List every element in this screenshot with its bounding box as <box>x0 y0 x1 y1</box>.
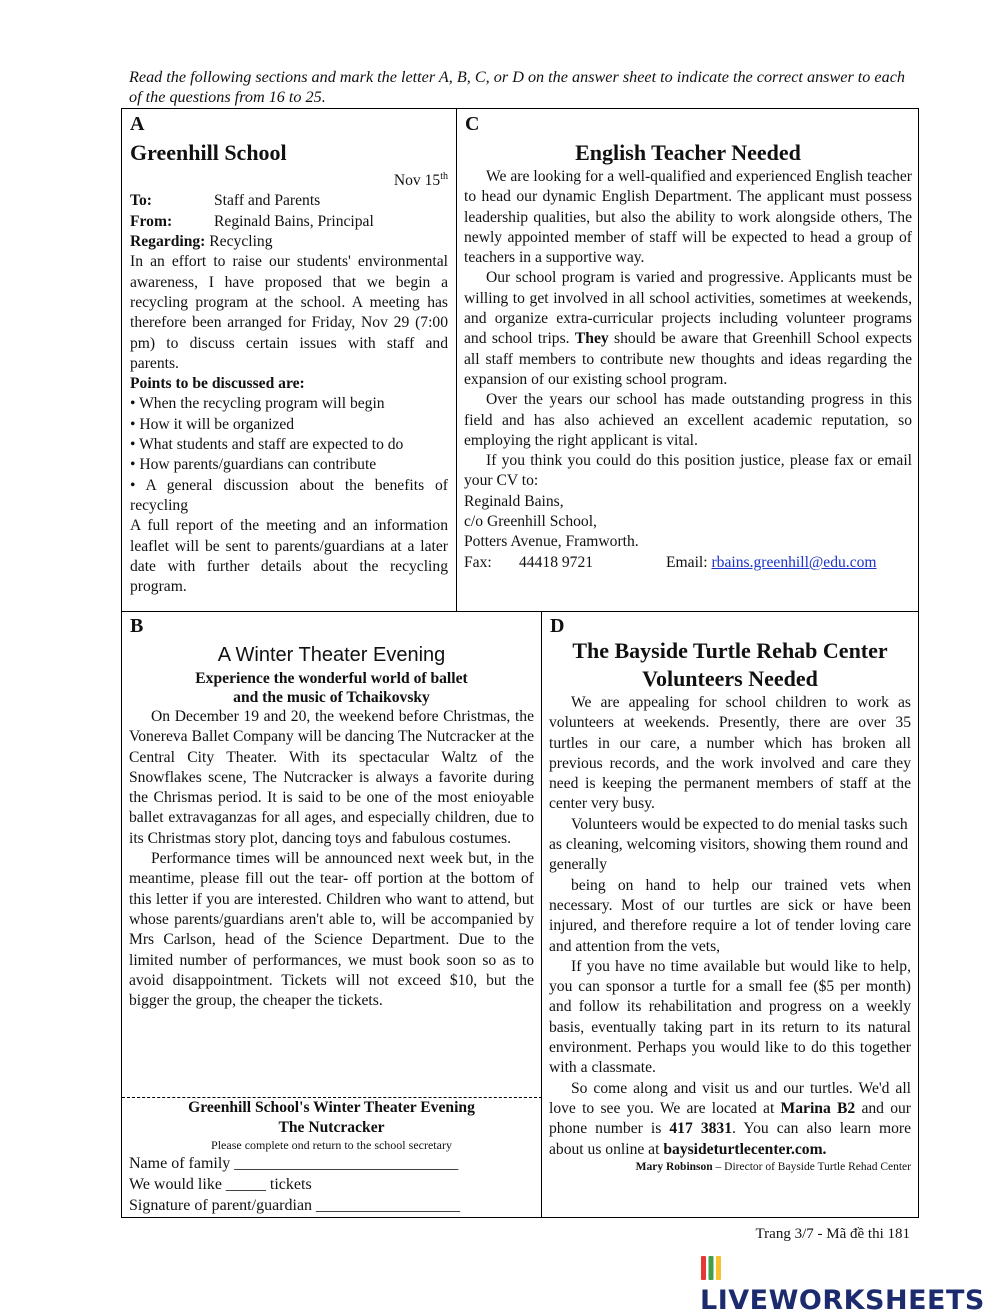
memo-from: From: Reginald Bains, Principal <box>130 212 374 230</box>
slip-note: Please complete ond return to the school secretary <box>211 1138 452 1152</box>
liveworksheets-logo-icon <box>700 1255 722 1281</box>
brand-logo: LIVEWORKSHEETS <box>700 1254 1000 1316</box>
section-a-body: In an effort to raise our students' environmental awareness, I have proposed that we begin a recycling program at the school. A meeting has therefore been arranged for Friday, Nov 29 (7:00 pm) to discuss certain issues with staff and parents. <box>130 253 448 372</box>
address-line: c/o Greenhill School, <box>464 513 597 531</box>
signature-field[interactable]: Signature of parent/guardian __________________ <box>129 1197 461 1214</box>
phone-number: 417 3831 <box>669 1120 733 1138</box>
section-d-subtitle: Volunteers Needed <box>642 666 818 691</box>
tear-off-slip <box>129 1098 534 1216</box>
section-d <box>541 611 919 1218</box>
fax-number: 44418 9721 <box>519 553 594 571</box>
page-footer: Trang 3/7 - Mã đề thi 181 <box>755 1226 910 1242</box>
point-item: • A general discussion about the benefits of recycling <box>130 476 448 514</box>
section-c-p4: If you think you could do this position justice, please fax or email your CV to: <box>464 452 912 490</box>
section-c-p2: Our school program is varied and progressive. Applicants must be willing to get involved in all school activities, sometimes at weekends, and organize extra-curricular projects including volunteer programs and school trips. They should be aware that Greenhill School expects all staff members to contribute new thoughts and ideas regarding the expansion of our existing school program. <box>464 269 912 388</box>
email-link[interactable]: rbains.greenhill@edu.com <box>711 553 877 571</box>
email-label: Email: <box>666 553 708 571</box>
section-c-letter: C <box>465 113 480 135</box>
section-d-p5: So come along and visit us and our turtles. We'd all love to see you. We are located at Marina B2 and our phone number is 417 3831. You can also learn more about us online at baysideturtlecenter.com. <box>549 1079 911 1158</box>
points-heading: Points to be discussed are: <box>130 375 305 393</box>
section-b-letter: B <box>130 615 144 637</box>
memo-to: To: Staff and Parents <box>130 192 321 210</box>
section-d-p4: If you have no time available but would like to help, you can sponsor a turtle for a small fee ($5 per month) and follow its rehabilitation and progress on a weekly basis, eventually taking part in its return to its natural environment. Perhaps you would like to do this together with a classmate. <box>549 957 911 1077</box>
section-b-subtitle: Experience the wonderful world of ballet <box>195 670 468 687</box>
point-item: • When the recycling program will begin <box>130 395 385 413</box>
section-c-title: English Teacher Needed <box>575 140 801 165</box>
slip-title: Greenhill School's Winter Theater Evening <box>188 1099 475 1116</box>
address-line: Potters Avenue, Framworth. <box>464 533 639 551</box>
fax-label: Fax: <box>464 553 492 571</box>
point-item: • How parents/guardians can contribute <box>130 456 377 474</box>
section-a-letter: A <box>130 113 145 135</box>
point-item: • What students and staff are expected to do <box>130 436 404 454</box>
section-d-title: The Bayside Turtle Rehab Center <box>572 638 888 663</box>
location: Marina B2 <box>780 1099 856 1117</box>
slip-subtitle: The Nutcracker <box>278 1119 385 1136</box>
section-b-p1: On December 19 and 20, the weekend before Christmas, the Vonereva Ballet Company will be dancing The Nutcracker at the Central City Theater. With its spectacular Waltz of the Snowflakes scene, The Nutcracker is always a favorite during the Chrismas period. It is said to be one of the most enioyable ballet extravaganzas for all ages, and especially children, due to its Christmas story plot, dancing toys and fabulous costumes. <box>129 708 534 847</box>
section-c <box>456 108 919 612</box>
signature: Mary Robinson – Director of Bayside Turtle Rehad Center <box>635 1160 911 1173</box>
section-d-letter: D <box>550 615 565 637</box>
family-name-field[interactable]: Name of family ____________________________ <box>129 1155 459 1172</box>
section-b <box>121 611 541 1218</box>
instructions: Read the following sections and mark the letter A, B, C, or D on the answer sheet to indicate the correct answer to each of the questions from 16 to 25. <box>129 68 905 106</box>
section-c-p1: We are looking for a well-qualified and experienced English teacher to head our dynamic English Department. The applicant must possess leadership qualities, but also the ability to work alongside others, The newly appointed member of staff will be expected to head a group of teachers in a supportive way. <box>464 168 912 267</box>
address-line: Reginald Bains, <box>464 492 564 510</box>
contact-line <box>464 553 912 573</box>
section-d-p2: Volunteers would be expected to do menial tasks such as cleaning, welcoming visitors, showing them round and generally <box>549 815 909 874</box>
section-a-date: Nov 15th <box>393 171 448 190</box>
section-a-closing: A full report of the meeting and an information leaflet will be sent to parents/guardians at a later date with further details about the recycling program. <box>130 517 448 596</box>
section-b-title: A Winter Theater Evening <box>217 644 446 666</box>
website: baysideturtlecenter.com. <box>663 1140 827 1158</box>
section-b-p2: Performance times will be announced next week but, in the meantime, please fill out the tear- off portion at the bottom of this letter if you are interested. Children who want to attend, but whose parents/guardians aren't able to, will be accompanied by Mrs Carlson, head of the Science Department. Due to the limited number of performances, we must book soon so as to avoid disappointment. Tickets will not exceed $10, but the bigger the group, the cheaper the tickets. <box>129 850 534 1010</box>
section-d-p3: being on hand to help our trained vets when necessary. Most of our turtles are sick or have been injured, and therefore require a lot of tender loving care and attention from the vets, <box>549 876 911 955</box>
section-d-p1: We are appealing for school children to work as volunteers at weekends. Presently, there are over 35 turtles in our care, a number which has broken all previous records, and the work involved and care they need is keeping the permanent members of staff at the center very busy. <box>549 694 911 813</box>
point-item: • How it will be organized <box>130 415 295 433</box>
section-c-p3: Over the years our school has made outstanding progress in this field and has also achieved an excellent academic reputation, so employing the right applicant is vital. <box>464 391 912 449</box>
section-a-title: Greenhill School <box>130 140 287 165</box>
section-a <box>121 108 456 612</box>
memo-regarding: Regarding: Recycling <box>130 233 273 251</box>
section-b-subtitle: and the music of Tchaikovsky <box>233 689 430 706</box>
tickets-field[interactable]: We would like _____ tickets <box>129 1176 312 1193</box>
